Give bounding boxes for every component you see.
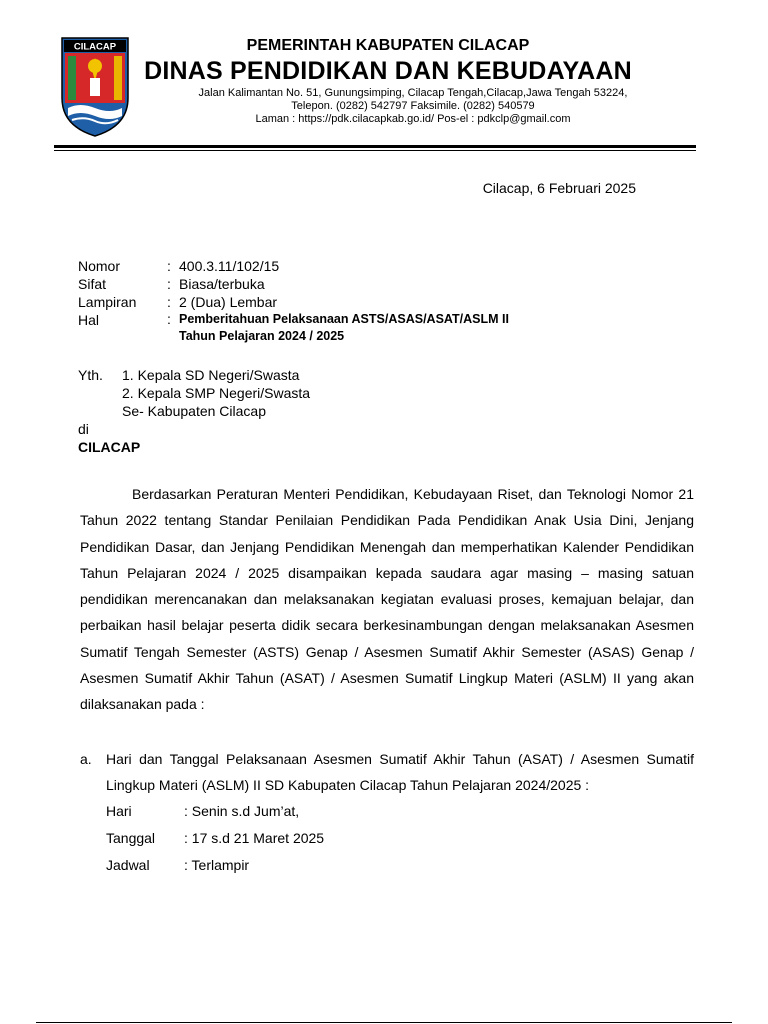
- recipient-item-2: 2. Kepala SMP Negeri/Swasta: [122, 385, 311, 401]
- body-paragraph-text: Berdasarkan Peraturan Menteri Pendidikan, Kebudayaan Riset, dan Teknologi Nomor 21 Tahun 2022 tentang Standar Penilaian Pendidikan Pada Pendidikan Anak Usia Dini, Jenjang Pendidikan Dasar, dan Jenjang Pendidikan Menengah dan memperhatikan Kalender Pendidikan Tahun Pelajaran 2024 / 2025 disampaikan kepada saudara agar masing – masing satuan pendidikan merencanakan dan melaksanakan kegiatan evaluasi proses, kemajuan belajar, dan perbaikan hasil belajar peserta didik secara berkesinambungan dengan melaksanakan Asesmen Sumatif Tengah Semester (ASTS) Genap / Asesmen Sumatif Akhir Semester (ASAS) Genap / Asesmen Sumatif Akhir Tahun (ASAT) / Asesmen Sumatif Lingkup Materi (ASLM) II yang akan dilaksanakan pada :: [80, 486, 694, 713]
- sifat-value: Biasa/terbuka: [179, 276, 265, 292]
- nomor-label: Nomor: [78, 258, 121, 274]
- letterhead-government: PEMERINTAH KABUPATEN CILACAP: [246, 37, 530, 54]
- item-a-marker: a.: [80, 751, 92, 767]
- hal-label: Hal: [78, 312, 100, 328]
- emblem-left-bar: [68, 56, 76, 100]
- emblem-tower: [90, 78, 100, 96]
- recipient-item-1: 1. Kepala SD Negeri/Swasta: [122, 367, 300, 383]
- letterhead-phone: Telepon. (0282) 542797 Faksimile. (0282) 540579: [291, 100, 535, 112]
- sifat-colon: :: [167, 276, 171, 292]
- lampiran-value: 2 (Dua) Lembar: [179, 294, 278, 310]
- nomor-colon: :: [167, 258, 171, 274]
- sifat-label: Sifat: [78, 276, 107, 292]
- jadwal-label: Jadwal: [106, 857, 150, 873]
- lampiran-colon: :: [167, 294, 171, 310]
- letterhead-rule-thin: [54, 150, 696, 151]
- lampiran-label: Lampiran: [78, 294, 137, 310]
- nomor-value: 400.3.11/102/15: [179, 258, 280, 274]
- tanggal-label: Tanggal: [106, 830, 156, 846]
- hal-value-line2: Tahun Pelajaran 2024 / 2025: [179, 329, 345, 343]
- hal-colon: :: [167, 311, 171, 327]
- recipient-place: CILACAP: [78, 439, 141, 455]
- cilacap-emblem: [60, 36, 130, 138]
- letterhead-address: Jalan Kalimantan No. 51, Gunungsimping, Cilacap Tengah,Cilacap,Jawa Tengah 53224,: [198, 87, 628, 99]
- item-a-text: Hari dan Tanggal Pelaksanaan Asesmen Sumatif Akhir Tahun (ASAT) / Asesmen Sumatif Lingkup Materi (ASLM) II SD Kabupaten Cilacap Tahun Pelajaran 2024/2025 :: [106, 751, 694, 793]
- hari-value: : Senin s.d Jum’at,: [184, 803, 300, 819]
- emblem-right-bar: [114, 56, 122, 100]
- di-label: di: [78, 421, 89, 437]
- hal-value-line1: Pemberitahuan Pelaksanaan ASTS/ASAS/ASAT/ASLM II: [179, 312, 509, 326]
- letterhead-office: DINAS PENDIDIKAN DAN KEBUDAYAAN: [144, 57, 632, 85]
- yth-label: Yth.: [78, 367, 103, 383]
- letter-date: Cilacap, 6 Februari 2025: [482, 180, 636, 196]
- letterhead-rule-thick: [54, 145, 696, 148]
- jadwal-value: : Terlampir: [184, 857, 250, 873]
- recipient-area: Se- Kabupaten Cilacap: [122, 403, 266, 419]
- hari-label: Hari: [106, 803, 132, 819]
- body-paragraph: [80, 481, 694, 718]
- tanggal-value: : 17 s.d 21 Maret 2025: [184, 830, 325, 846]
- page-bottom-rule: [36, 1022, 732, 1023]
- letterhead-web: Laman : https://pdk.cilacapkab.go.id/ Pos-el : pdkclp@gmail.com: [255, 113, 571, 125]
- emblem-banner-text: CILACAP: [73, 41, 117, 53]
